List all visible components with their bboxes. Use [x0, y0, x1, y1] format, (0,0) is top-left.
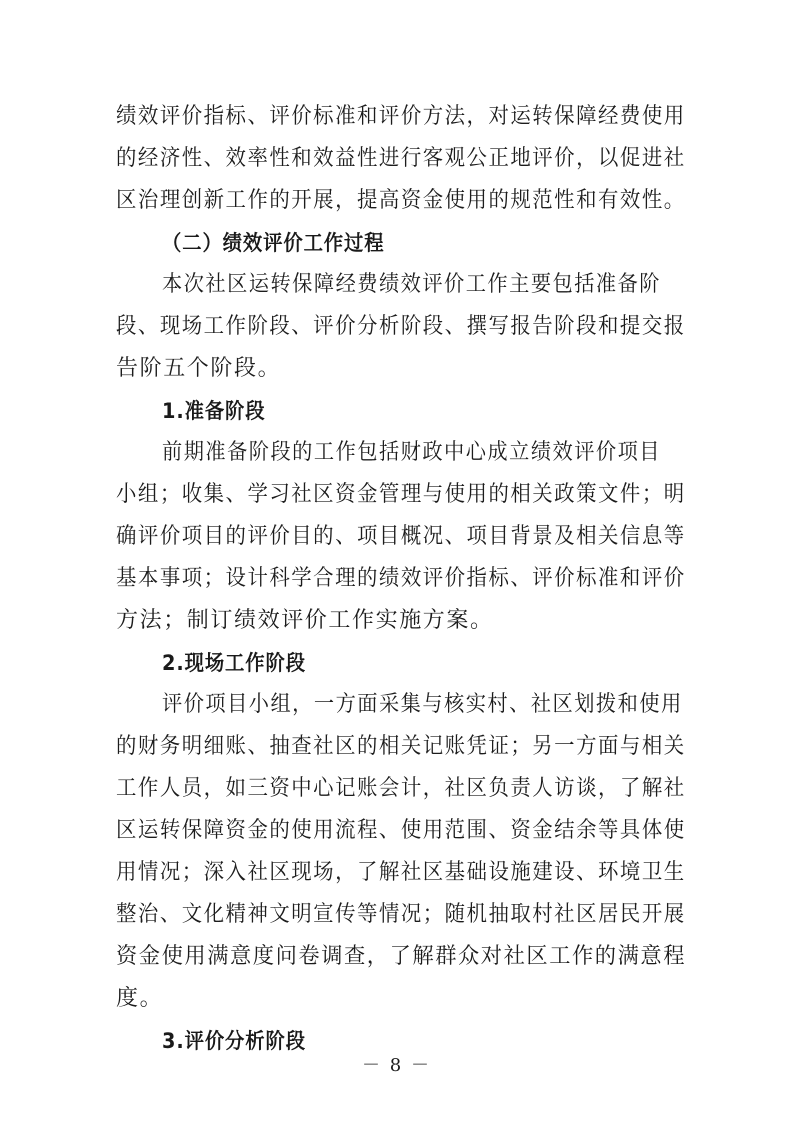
paragraph-line: 方法；制订绩效评价工作实施方案。: [116, 608, 494, 633]
paragraph-line: 基本事项；设计科学合理的绩效评价指标、评价标准和评价: [116, 566, 686, 591]
paragraph-line: 的经济性、效率性和效益性进行客观公正地评价，以促进社: [116, 146, 686, 171]
paragraph-line: 区运转保障资金的使用流程、使用范围、资金结余等具体使: [116, 818, 686, 843]
subsection-heading: 1.准备阶段: [162, 399, 266, 423]
paragraph-line: 确评价项目的评价目的、项目概况、项目背景及相关信息等: [116, 524, 686, 549]
paragraph-line: 绩效评价指标、评价标准和评价方法，对运转保障经费使用: [116, 104, 686, 129]
section-heading: （二）绩效评价工作过程: [162, 231, 385, 255]
paragraph-line: 资金使用满意度问卷调查，了解群众对社区工作的满意程: [116, 944, 687, 969]
paragraph-line: 本次社区运转保障经费绩效评价工作主要包括准备阶: [162, 272, 662, 297]
paragraph-line: 告阶五个阶段。: [116, 356, 282, 381]
subsection-heading: 2.现场工作阶段: [162, 651, 306, 675]
paragraph-line: 工作人员，如三资中心记账会计，社区负责人访谈，了解社: [116, 776, 686, 801]
paragraph-line: 的财务明细账、抽查社区的相关记账凭证；另一方面与相关: [116, 734, 686, 759]
subsection-heading: 3.评价分析阶段: [162, 1029, 306, 1053]
paragraph-line: 整治、文化精神文明宣传等情况；随机抽取村社区居民开展: [116, 902, 686, 927]
paragraph-line: 前期准备阶段的工作包括财政中心成立绩效评价项目: [162, 440, 662, 465]
page-number: － 8 －: [362, 1055, 431, 1076]
paragraph-line: 评价项目小组，一方面采集与核实村、社区划拨和使用: [162, 692, 683, 717]
paragraph-line: 区治理创新工作的开展，提高资金使用的规范性和有效性。: [116, 188, 686, 213]
paragraph-line: 段、现场工作阶段、评价分析阶段、撰写报告阶段和提交报: [116, 314, 686, 339]
paragraph-line: 度。: [116, 986, 164, 1011]
paragraph-line: 小组；收集、学习社区资金管理与使用的相关政策文件；明: [116, 482, 686, 507]
paragraph-line: 用情况；深入社区现场，了解社区基础设施建设、环境卫生: [116, 860, 686, 885]
